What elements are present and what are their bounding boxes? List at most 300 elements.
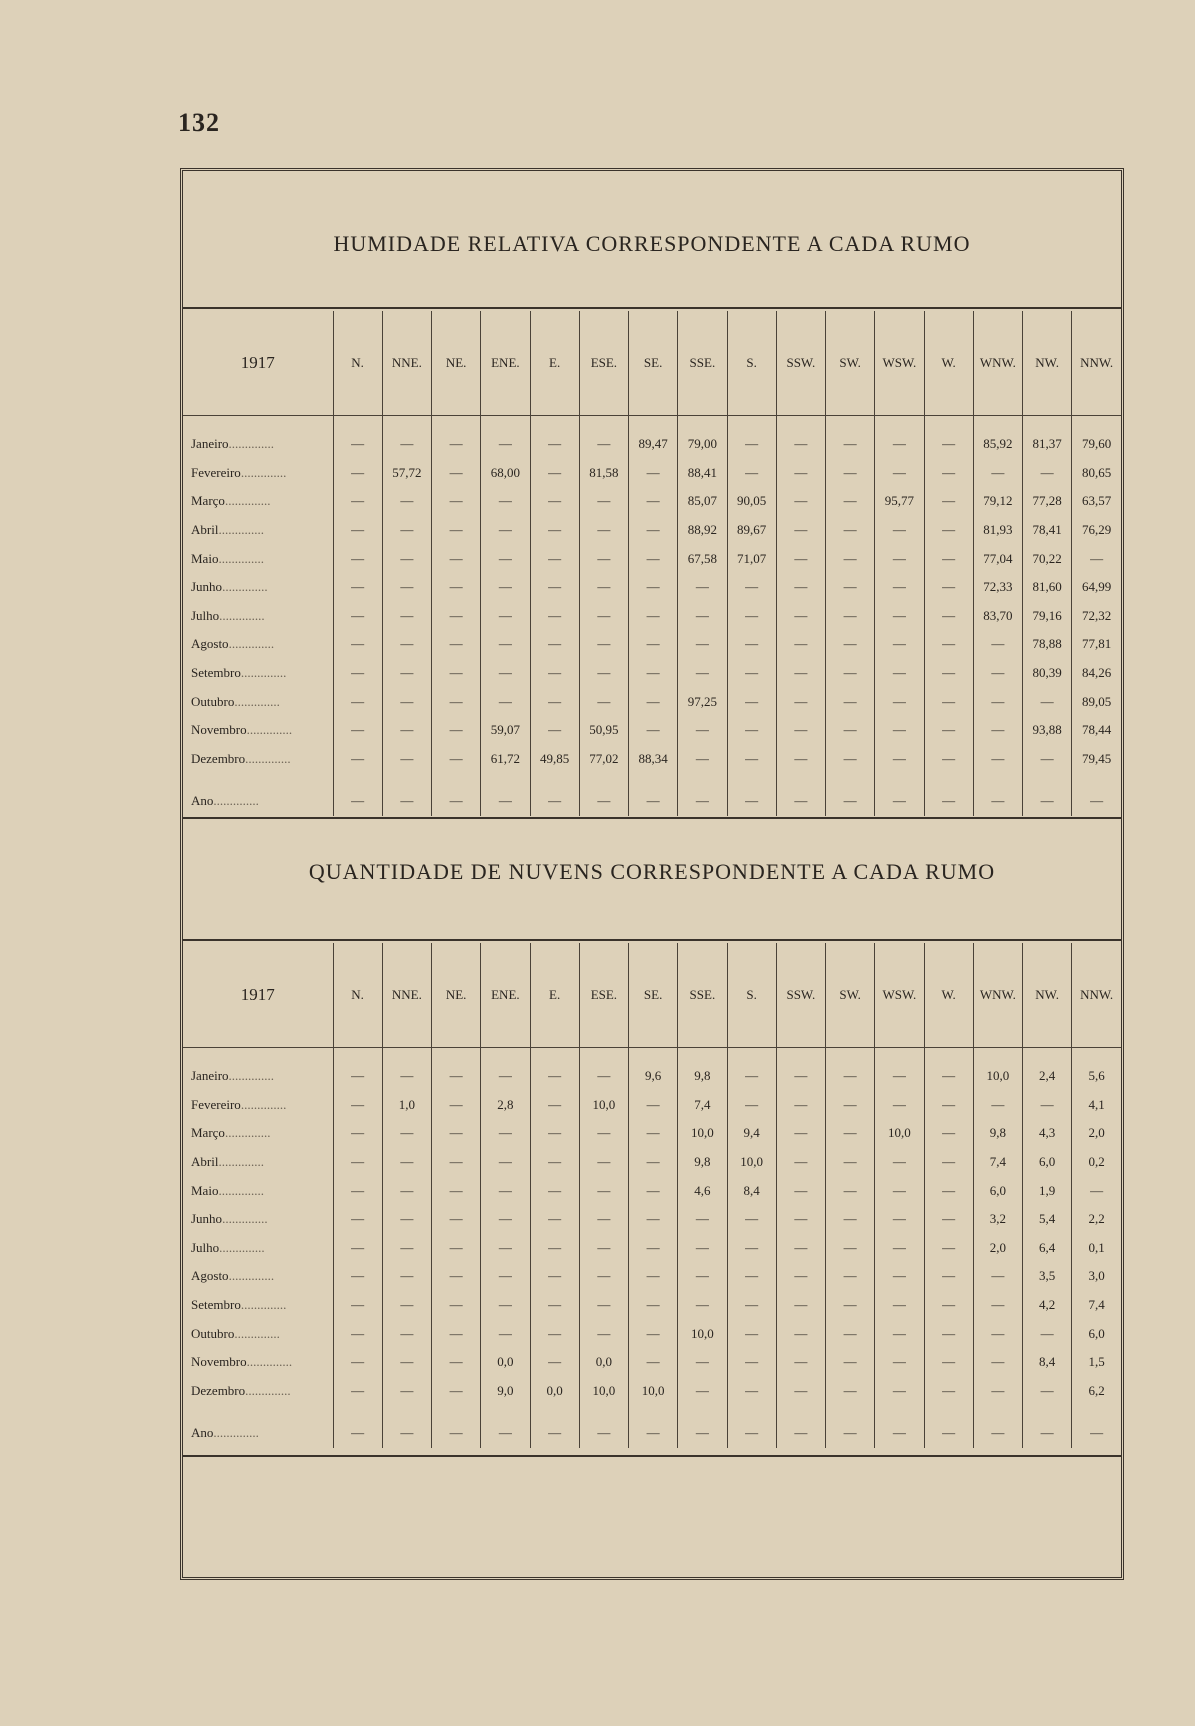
value-cell: — bbox=[530, 602, 579, 631]
value-cell: 1,9 bbox=[1023, 1176, 1072, 1205]
month-name: Março bbox=[191, 1125, 225, 1141]
value-cell: — bbox=[629, 1176, 678, 1205]
value-cell: — bbox=[432, 1148, 481, 1177]
month-name: Novembro bbox=[191, 1354, 247, 1370]
column-header: S. bbox=[727, 943, 776, 1048]
value-cell: — bbox=[776, 516, 825, 545]
spacer-row bbox=[183, 416, 1121, 431]
value-cell: — bbox=[727, 1377, 776, 1406]
value-cell: — bbox=[875, 687, 924, 716]
value-cell: — bbox=[973, 659, 1022, 688]
leader-dots: .............. bbox=[234, 693, 280, 709]
value-cell: 6,4 bbox=[1023, 1234, 1072, 1263]
month-name: Dezembro bbox=[191, 1382, 246, 1398]
table-row bbox=[183, 1377, 1121, 1406]
column-header: NNE. bbox=[382, 311, 431, 416]
value-cell: — bbox=[530, 1291, 579, 1320]
value-cell: — bbox=[481, 1234, 530, 1263]
value-cell: — bbox=[333, 745, 382, 774]
value-cell: — bbox=[629, 1148, 678, 1177]
spacer-cell bbox=[333, 773, 382, 787]
spacer-cell bbox=[875, 773, 924, 787]
value-cell: — bbox=[382, 1062, 431, 1091]
value-cell: — bbox=[481, 1291, 530, 1320]
value-cell: — bbox=[875, 573, 924, 602]
value-cell: 93,88 bbox=[1023, 716, 1072, 745]
value-cell: — bbox=[333, 1262, 382, 1291]
spacer-cell bbox=[1023, 416, 1072, 431]
value-cell: — bbox=[924, 1148, 973, 1177]
value-cell: — bbox=[333, 1291, 382, 1320]
value-cell: 72,32 bbox=[1072, 602, 1121, 631]
value-cell: — bbox=[826, 1062, 875, 1091]
value-cell: — bbox=[382, 573, 431, 602]
value-cell: — bbox=[924, 459, 973, 488]
month-label bbox=[183, 459, 333, 488]
value-cell: — bbox=[776, 1291, 825, 1320]
value-cell: 6,0 bbox=[1023, 1148, 1072, 1177]
value-cell: — bbox=[776, 787, 825, 816]
value-cell: — bbox=[826, 544, 875, 573]
column-header: E. bbox=[530, 311, 579, 416]
value-cell: 7,4 bbox=[678, 1091, 727, 1120]
humidity-table bbox=[183, 311, 1121, 816]
value-cell: — bbox=[727, 1205, 776, 1234]
column-header: NNE. bbox=[382, 943, 431, 1048]
column-header: SW. bbox=[826, 311, 875, 416]
value-cell: — bbox=[727, 430, 776, 459]
value-cell: — bbox=[579, 487, 628, 516]
value-cell: — bbox=[678, 1348, 727, 1377]
column-header: WSW. bbox=[875, 311, 924, 416]
spacer-cell bbox=[924, 1405, 973, 1419]
value-cell: — bbox=[826, 1148, 875, 1177]
value-cell: — bbox=[333, 716, 382, 745]
value-cell: — bbox=[924, 1091, 973, 1120]
value-cell: — bbox=[924, 1319, 973, 1348]
value-cell: — bbox=[1023, 687, 1072, 716]
month-label bbox=[183, 1205, 333, 1234]
value-cell: — bbox=[924, 516, 973, 545]
spacer-cell bbox=[333, 416, 382, 431]
leader-dots: .............. bbox=[219, 607, 265, 623]
value-cell: — bbox=[727, 1091, 776, 1120]
value-cell: — bbox=[924, 573, 973, 602]
value-cell: — bbox=[1023, 787, 1072, 816]
value-cell: — bbox=[826, 459, 875, 488]
column-header: W. bbox=[924, 943, 973, 1048]
value-cell: — bbox=[924, 1205, 973, 1234]
value-cell: — bbox=[481, 1148, 530, 1177]
value-cell: — bbox=[776, 1262, 825, 1291]
value-cell: — bbox=[579, 787, 628, 816]
spacer-cell bbox=[973, 1405, 1022, 1419]
spacer-cell bbox=[1023, 1405, 1072, 1419]
table-row bbox=[183, 659, 1121, 688]
value-cell: — bbox=[875, 1291, 924, 1320]
value-cell: 10,0 bbox=[579, 1091, 628, 1120]
table-row bbox=[183, 1119, 1121, 1148]
value-cell: — bbox=[481, 573, 530, 602]
value-cell: — bbox=[875, 1062, 924, 1091]
value-cell: 70,22 bbox=[1023, 544, 1072, 573]
spacer-cell bbox=[629, 416, 678, 431]
value-cell: 10,0 bbox=[727, 1148, 776, 1177]
value-cell: — bbox=[382, 602, 431, 631]
page-frame bbox=[180, 168, 1124, 1580]
value-cell: 10,0 bbox=[678, 1119, 727, 1148]
value-cell: — bbox=[875, 1148, 924, 1177]
value-cell: — bbox=[432, 659, 481, 688]
value-cell: — bbox=[875, 1234, 924, 1263]
value-cell: — bbox=[826, 1091, 875, 1120]
divider bbox=[183, 1455, 1121, 1457]
spacer-cell bbox=[973, 416, 1022, 431]
value-cell: — bbox=[973, 1348, 1022, 1377]
spacer-cell bbox=[183, 773, 333, 787]
value-cell: 79,45 bbox=[1072, 745, 1121, 774]
spacer-cell bbox=[530, 773, 579, 787]
value-cell: — bbox=[776, 430, 825, 459]
value-cell: 97,25 bbox=[678, 687, 727, 716]
value-cell: 95,77 bbox=[875, 487, 924, 516]
value-cell: — bbox=[481, 1262, 530, 1291]
value-cell: — bbox=[678, 1377, 727, 1406]
value-cell: 3,0 bbox=[1072, 1262, 1121, 1291]
value-cell: — bbox=[333, 1148, 382, 1177]
value-cell: 50,95 bbox=[579, 716, 628, 745]
month-label bbox=[183, 659, 333, 688]
value-cell: 10,0 bbox=[579, 1377, 628, 1406]
table-row bbox=[183, 573, 1121, 602]
table-row bbox=[183, 1319, 1121, 1348]
value-cell: — bbox=[875, 659, 924, 688]
value-cell: — bbox=[530, 630, 579, 659]
value-cell: 2,2 bbox=[1072, 1205, 1121, 1234]
leader-dots: .............. bbox=[240, 464, 287, 480]
value-cell: 1,5 bbox=[1072, 1348, 1121, 1377]
spacer-cell bbox=[727, 773, 776, 787]
spacer-cell bbox=[579, 1405, 628, 1419]
spacer-cell bbox=[629, 1048, 678, 1063]
spacer-cell bbox=[333, 1048, 382, 1063]
column-header: ESE. bbox=[579, 943, 628, 1048]
leader-dots: .............. bbox=[228, 436, 275, 452]
month-label bbox=[183, 787, 333, 816]
spacer-cell bbox=[183, 1405, 333, 1419]
leader-dots: .............. bbox=[234, 1325, 280, 1341]
value-cell: 71,07 bbox=[727, 544, 776, 573]
month-label bbox=[183, 1119, 333, 1148]
value-cell: — bbox=[432, 430, 481, 459]
value-cell: — bbox=[432, 1119, 481, 1148]
spacer-cell bbox=[875, 1048, 924, 1063]
value-cell: — bbox=[432, 487, 481, 516]
value-cell: — bbox=[530, 1119, 579, 1148]
value-cell: — bbox=[678, 1234, 727, 1263]
value-cell: — bbox=[629, 1119, 678, 1148]
value-cell: — bbox=[530, 1205, 579, 1234]
column-header: NNW. bbox=[1072, 943, 1121, 1048]
value-cell: — bbox=[678, 573, 727, 602]
page-number: 132 bbox=[178, 108, 220, 137]
month-name: Agosto bbox=[191, 636, 229, 652]
table-row bbox=[183, 544, 1121, 573]
value-cell: — bbox=[432, 544, 481, 573]
value-cell: 3,5 bbox=[1023, 1262, 1072, 1291]
value-cell: — bbox=[826, 1377, 875, 1406]
leader-dots: .............. bbox=[219, 1239, 265, 1255]
value-cell: 5,4 bbox=[1023, 1205, 1072, 1234]
spacer-cell bbox=[382, 773, 431, 787]
spacer-cell bbox=[1072, 773, 1121, 787]
value-cell: — bbox=[826, 1348, 875, 1377]
spacer-cell bbox=[432, 773, 481, 787]
month-label bbox=[183, 1062, 333, 1091]
leader-dots: .............. bbox=[228, 1268, 275, 1284]
value-cell: — bbox=[973, 687, 1022, 716]
column-header: NW. bbox=[1023, 311, 1072, 416]
value-cell: — bbox=[875, 1348, 924, 1377]
value-cell: 0,0 bbox=[579, 1348, 628, 1377]
spacer-cell bbox=[924, 416, 973, 431]
value-cell: 77,02 bbox=[579, 745, 628, 774]
value-cell: — bbox=[333, 687, 382, 716]
table-row bbox=[183, 516, 1121, 545]
month-label bbox=[183, 1091, 333, 1120]
spacer-cell bbox=[530, 1405, 579, 1419]
value-cell: 84,26 bbox=[1072, 659, 1121, 688]
month-label bbox=[183, 1319, 333, 1348]
value-cell: — bbox=[432, 1091, 481, 1120]
value-cell: — bbox=[629, 1348, 678, 1377]
value-cell: — bbox=[579, 1176, 628, 1205]
leader-dots: .............. bbox=[245, 1382, 291, 1398]
spacer-cell bbox=[973, 773, 1022, 787]
value-cell: 9,4 bbox=[727, 1119, 776, 1148]
spacer-cell bbox=[382, 1405, 431, 1419]
spacer-cell bbox=[579, 416, 628, 431]
value-cell: — bbox=[727, 1348, 776, 1377]
value-cell: — bbox=[579, 1419, 628, 1448]
value-cell: 77,28 bbox=[1023, 487, 1072, 516]
month-name: Fevereiro bbox=[191, 1096, 241, 1112]
spacer-cell bbox=[826, 1048, 875, 1063]
value-cell: 1,0 bbox=[382, 1091, 431, 1120]
column-header: SSE. bbox=[678, 943, 727, 1048]
value-cell: — bbox=[432, 1176, 481, 1205]
value-cell: 2,0 bbox=[973, 1234, 1022, 1263]
column-header: NW. bbox=[1023, 943, 1072, 1048]
value-cell: 78,44 bbox=[1072, 716, 1121, 745]
value-cell: — bbox=[530, 716, 579, 745]
table-row bbox=[183, 630, 1121, 659]
value-cell: — bbox=[924, 1119, 973, 1148]
month-label bbox=[183, 687, 333, 716]
value-cell: — bbox=[1072, 544, 1121, 573]
value-cell: — bbox=[333, 430, 382, 459]
value-cell: — bbox=[776, 487, 825, 516]
value-cell: — bbox=[432, 1291, 481, 1320]
value-cell: — bbox=[333, 459, 382, 488]
value-cell: — bbox=[826, 787, 875, 816]
leader-dots: .............. bbox=[224, 493, 271, 509]
value-cell: — bbox=[382, 516, 431, 545]
column-header: E. bbox=[530, 943, 579, 1048]
value-cell: 10,0 bbox=[973, 1062, 1022, 1091]
value-cell: — bbox=[875, 516, 924, 545]
value-cell: — bbox=[678, 659, 727, 688]
spacer-cell bbox=[629, 773, 678, 787]
value-cell: — bbox=[382, 687, 431, 716]
value-cell: — bbox=[727, 1234, 776, 1263]
value-cell: — bbox=[432, 1205, 481, 1234]
value-cell: — bbox=[382, 430, 431, 459]
value-cell: — bbox=[727, 659, 776, 688]
value-cell: — bbox=[481, 544, 530, 573]
value-cell: — bbox=[432, 687, 481, 716]
value-cell: 9,0 bbox=[481, 1377, 530, 1406]
value-cell: 2,0 bbox=[1072, 1119, 1121, 1148]
value-cell: — bbox=[924, 630, 973, 659]
value-cell: — bbox=[629, 687, 678, 716]
spacer-row bbox=[183, 1048, 1121, 1063]
leader-dots: .............. bbox=[224, 1125, 271, 1141]
spacer-cell bbox=[1023, 1048, 1072, 1063]
spacer-cell bbox=[1072, 1405, 1121, 1419]
value-cell: — bbox=[1023, 1419, 1072, 1448]
column-header: S. bbox=[727, 311, 776, 416]
value-cell: — bbox=[579, 1148, 628, 1177]
value-cell: — bbox=[826, 602, 875, 631]
value-cell: — bbox=[875, 716, 924, 745]
value-cell: — bbox=[333, 1176, 382, 1205]
value-cell: 89,67 bbox=[727, 516, 776, 545]
value-cell: — bbox=[727, 787, 776, 816]
month-label bbox=[183, 544, 333, 573]
value-cell: — bbox=[1023, 1091, 1072, 1120]
value-cell: — bbox=[382, 1205, 431, 1234]
value-cell: — bbox=[530, 1262, 579, 1291]
value-cell: — bbox=[382, 787, 431, 816]
value-cell: — bbox=[432, 602, 481, 631]
value-cell: — bbox=[727, 459, 776, 488]
value-cell: 2,8 bbox=[481, 1091, 530, 1120]
month-label bbox=[183, 716, 333, 745]
table-row bbox=[183, 687, 1121, 716]
value-cell: — bbox=[432, 1062, 481, 1091]
value-cell: — bbox=[382, 1377, 431, 1406]
value-cell: — bbox=[924, 1348, 973, 1377]
column-header: WSW. bbox=[875, 943, 924, 1048]
value-cell: — bbox=[333, 1091, 382, 1120]
value-cell: — bbox=[776, 1377, 825, 1406]
month-label bbox=[183, 602, 333, 631]
value-cell: 0,0 bbox=[481, 1348, 530, 1377]
month-label bbox=[183, 430, 333, 459]
value-cell: 63,57 bbox=[1072, 487, 1121, 516]
header-row bbox=[183, 943, 1121, 1048]
leader-dots: .............. bbox=[245, 750, 291, 766]
value-cell: — bbox=[481, 516, 530, 545]
value-cell: — bbox=[579, 1119, 628, 1148]
value-cell: — bbox=[924, 1291, 973, 1320]
leader-dots: .............. bbox=[218, 1154, 264, 1170]
table-row bbox=[183, 459, 1121, 488]
spacer-cell bbox=[678, 1048, 727, 1063]
month-name: Dezembro bbox=[191, 750, 246, 766]
value-cell: — bbox=[481, 787, 530, 816]
value-cell: — bbox=[678, 630, 727, 659]
value-cell: — bbox=[432, 630, 481, 659]
spacer-cell bbox=[481, 1048, 530, 1063]
value-cell: — bbox=[579, 1062, 628, 1091]
value-cell: 10,0 bbox=[678, 1319, 727, 1348]
value-cell: 5,6 bbox=[1072, 1062, 1121, 1091]
value-cell: 80,65 bbox=[1072, 459, 1121, 488]
value-cell: 49,85 bbox=[530, 745, 579, 774]
value-cell: — bbox=[826, 1419, 875, 1448]
value-cell: — bbox=[776, 1062, 825, 1091]
spacer-cell bbox=[1072, 416, 1121, 431]
month-name: Março bbox=[191, 493, 225, 509]
value-cell: 79,60 bbox=[1072, 430, 1121, 459]
value-cell: 83,70 bbox=[973, 602, 1022, 631]
value-cell: 7,4 bbox=[1072, 1291, 1121, 1320]
value-cell: — bbox=[875, 1091, 924, 1120]
value-cell: — bbox=[776, 602, 825, 631]
value-cell: — bbox=[333, 787, 382, 816]
value-cell: — bbox=[924, 687, 973, 716]
spacer-cell bbox=[183, 416, 333, 431]
value-cell: — bbox=[776, 459, 825, 488]
value-cell: 89,05 bbox=[1072, 687, 1121, 716]
month-name: Ano bbox=[191, 793, 214, 809]
month-name: Ano bbox=[191, 1425, 214, 1441]
column-header: WNW. bbox=[973, 311, 1022, 416]
value-cell: — bbox=[382, 630, 431, 659]
value-cell: — bbox=[924, 1234, 973, 1263]
month-name: Julho bbox=[191, 1239, 220, 1255]
value-cell: 0,1 bbox=[1072, 1234, 1121, 1263]
value-cell: — bbox=[924, 602, 973, 631]
table-row bbox=[183, 1419, 1121, 1448]
value-cell: — bbox=[333, 1348, 382, 1377]
value-cell: — bbox=[530, 1148, 579, 1177]
value-cell: — bbox=[678, 1419, 727, 1448]
leader-dots: .............. bbox=[213, 793, 259, 809]
value-cell: — bbox=[1023, 1377, 1072, 1406]
spacer-cell bbox=[530, 416, 579, 431]
spacer-cell bbox=[333, 1405, 382, 1419]
column-header: ENE. bbox=[481, 943, 530, 1048]
value-cell: 0,0 bbox=[530, 1377, 579, 1406]
value-cell: — bbox=[629, 1319, 678, 1348]
value-cell: — bbox=[629, 1291, 678, 1320]
value-cell: — bbox=[973, 459, 1022, 488]
spacer-cell bbox=[727, 416, 776, 431]
value-cell: — bbox=[924, 745, 973, 774]
value-cell: — bbox=[826, 487, 875, 516]
value-cell: — bbox=[1023, 1319, 1072, 1348]
value-cell: — bbox=[826, 1291, 875, 1320]
value-cell: — bbox=[530, 516, 579, 545]
value-cell: — bbox=[875, 1419, 924, 1448]
value-cell: 90,05 bbox=[727, 487, 776, 516]
month-label bbox=[183, 1234, 333, 1263]
value-cell: — bbox=[481, 1205, 530, 1234]
year-header: 1917 bbox=[183, 943, 333, 1048]
